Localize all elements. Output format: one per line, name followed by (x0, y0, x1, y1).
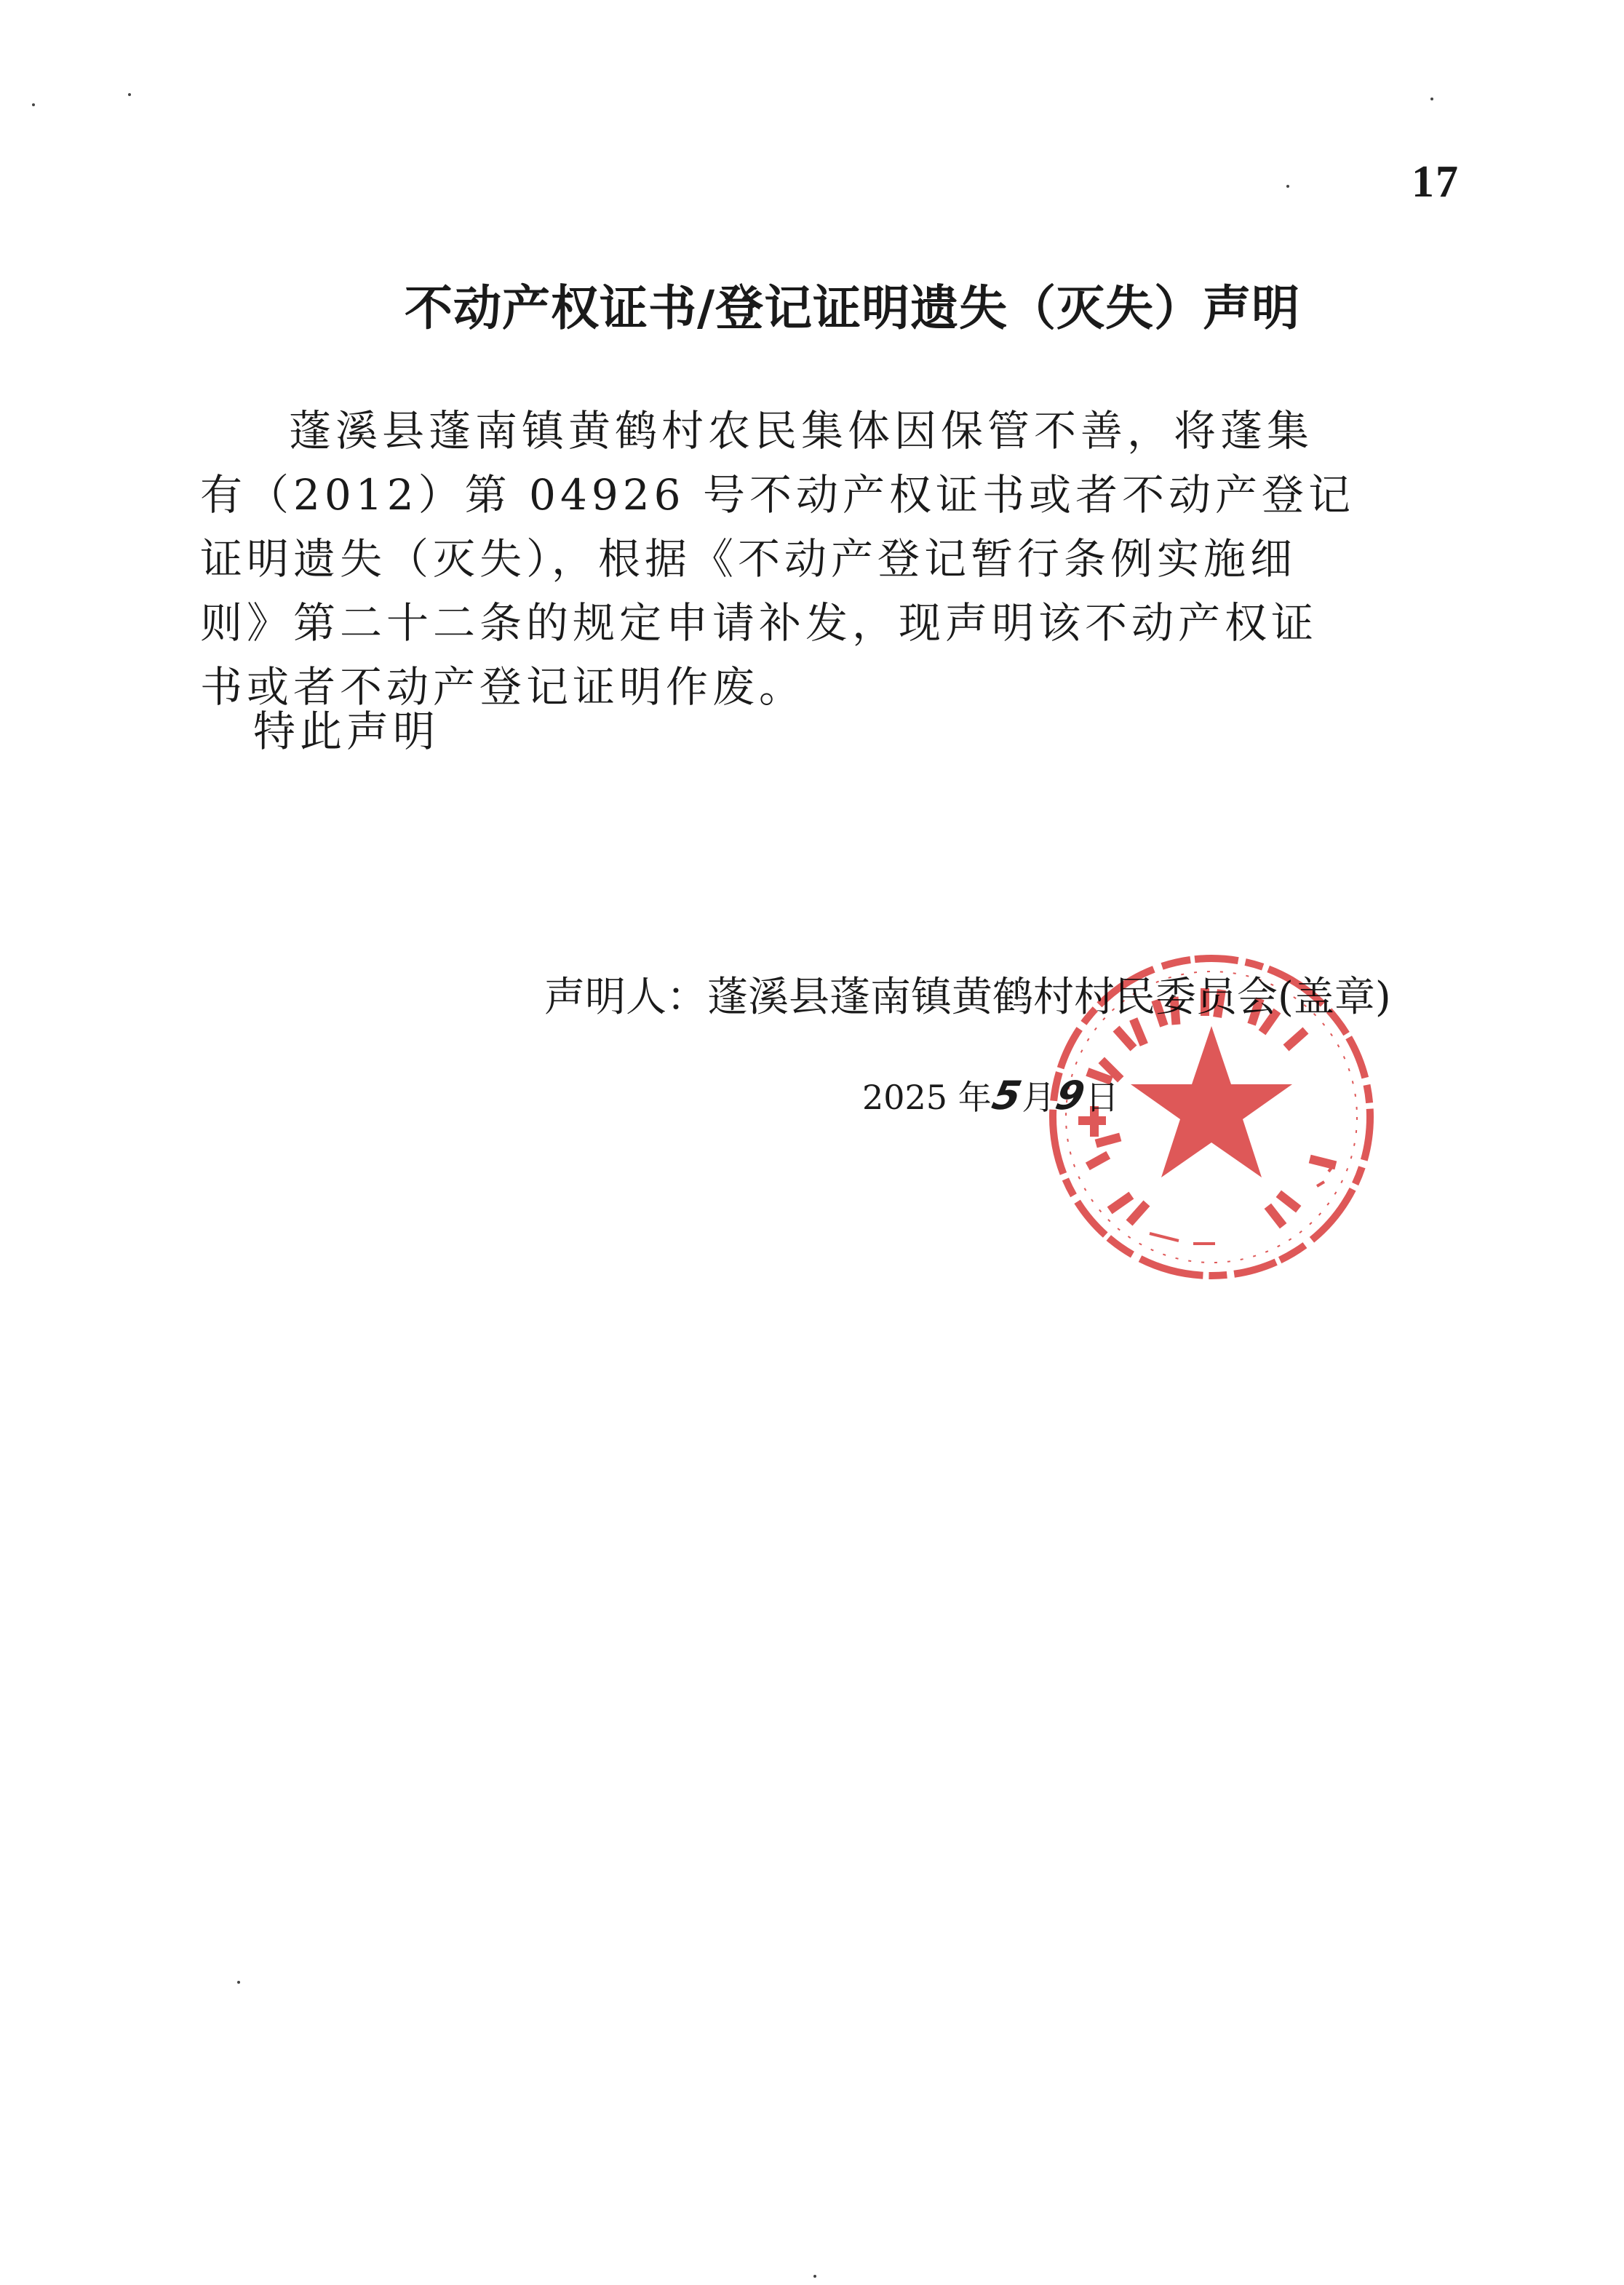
declarant-line: 声明人：蓬溪县蓬南镇黄鹤村村民委员会(盖章) (544, 974, 1391, 1021)
scan-speck (32, 103, 35, 106)
red-star-seal-icon (1040, 946, 1382, 1288)
date-month-handwritten: 5 (988, 1073, 1025, 1118)
date-month-char: 月 (1022, 1078, 1056, 1117)
scan-speck (237, 1981, 240, 1984)
document-title: 不动产权证书/登记证明遗失（灭失）声明 (405, 280, 1301, 336)
statement-body (200, 399, 1466, 719)
scan-speck (813, 2275, 816, 2278)
body-line: 蓬溪县蓬南镇黄鹤村农民集体因保管不善，将蓬集 (289, 406, 1314, 456)
body-line: 有（2012）第 04926 号不动产权证书或者不动产登记 (200, 470, 1355, 520)
date-day-char: 日 (1085, 1078, 1119, 1117)
page-number: 17 (1412, 157, 1460, 207)
scan-speck (1286, 185, 1289, 188)
body-line: 则》第二十二条的规定申请补发，现声明该不动产权证 (200, 598, 1318, 648)
date-year-char: 年 (958, 1078, 992, 1117)
scan-speck (1430, 98, 1433, 100)
body-line: 证明遗失（灭失），根据《不动产登记暂行条例实施细 (200, 534, 1297, 584)
date-day-handwritten: 9 (1051, 1073, 1089, 1118)
date-year: 2025 (862, 1078, 948, 1117)
scan-speck (128, 93, 131, 96)
closing-statement: 特此声明 (253, 707, 440, 756)
body-line: 书或者不动产登记证明作废。 (200, 662, 806, 712)
